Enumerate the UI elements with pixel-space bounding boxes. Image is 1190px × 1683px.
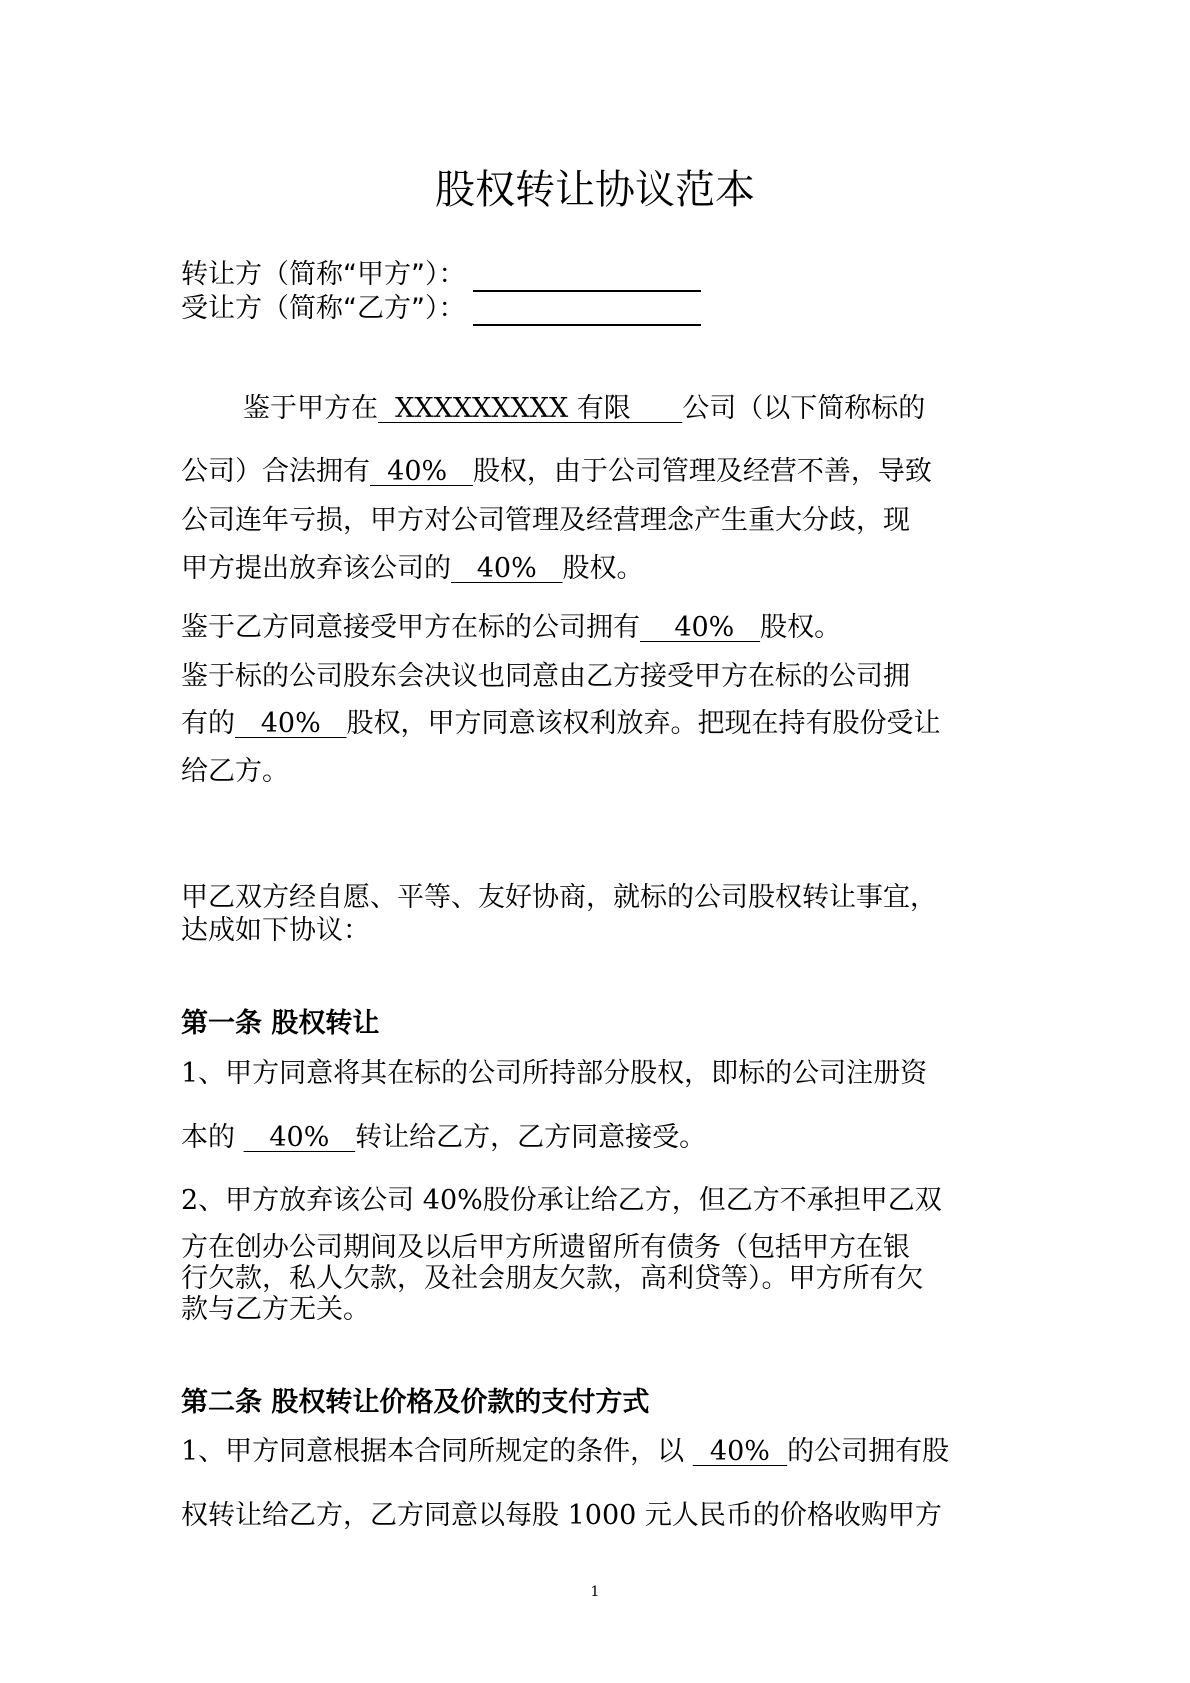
article-text: 的公司拥有股	[787, 1436, 950, 1467]
agreement-intro-line: 甲乙双方经自愿、平等、友好协商，就标的公司股权转让事宜，	[181, 882, 937, 913]
preamble-line	[181, 707, 941, 741]
transferor-label: 转让方	[181, 259, 262, 290]
agreement-intro-line: 达成如下协议：	[181, 915, 370, 946]
preamble-text: 鉴于乙方同意接受甲方在标的公司拥有	[181, 612, 640, 643]
share-percentage-field: 40%	[235, 708, 347, 739]
share-percentage-field: 40%	[692, 1436, 788, 1467]
transferee-line	[181, 292, 701, 326]
preamble-text: 股权。	[562, 553, 644, 584]
preamble-text: 公司）合法拥有	[181, 456, 370, 487]
article-text: 本的	[181, 1122, 244, 1153]
article-1-line: 1、甲方同意将其在标的公司所持部分股权，即标的公司注册资	[181, 1058, 928, 1089]
preamble-line	[181, 552, 644, 586]
document-title: 股权转让协议范本	[435, 167, 755, 213]
preamble-line	[181, 755, 289, 789]
preamble-text: 公司（以下简称标的	[682, 393, 926, 424]
preamble-text: 给乙方。	[181, 756, 289, 787]
transferor-note: （简称“甲方”）：	[262, 259, 466, 290]
share-percentage-field: 40%	[370, 456, 473, 487]
article-1-line	[181, 1121, 706, 1155]
preamble-line	[243, 392, 925, 426]
share-percentage-field: 40%	[451, 553, 563, 584]
preamble-text: 股权。	[760, 612, 842, 643]
preamble-text: 鉴于甲方在	[243, 393, 378, 424]
transferee-blank	[473, 300, 701, 326]
preamble-text: 甲方提出放弃该公司的	[181, 553, 451, 584]
preamble-text: 股权，由于公司管理及经营不善，导致	[472, 456, 932, 487]
article-text: 转让给乙方，乙方同意接受。	[355, 1122, 707, 1153]
preamble-line	[181, 504, 910, 538]
preamble-text: 公司连年亏损，甲方对公司管理及经营理念产生重大分歧，现	[181, 505, 910, 536]
share-percentage-field: 40%	[640, 612, 761, 643]
preamble-text: 鉴于标的公司股东会决议也同意由乙方接受甲方在标的公司拥	[181, 661, 910, 692]
article-2-heading: 第二条 股权转让价格及价款的支付方式	[181, 1387, 650, 1418]
transferor-line	[181, 258, 701, 292]
transferee-note: （简称“乙方”）：	[262, 293, 466, 324]
article-text: 1、甲方同意根据本合同所规定的条件，以	[181, 1436, 693, 1467]
article-2-line: 权转让给乙方，乙方同意以每股 1000 元人民币的价格收购甲方	[181, 1500, 942, 1531]
company-name-field: XXXXXXXXX 有限	[378, 393, 683, 424]
article-2-line	[181, 1435, 949, 1469]
preamble-text: 有的	[181, 708, 235, 739]
article-1-line: 2、甲方放弃该公司 40%股份承让给乙方，但乙方不承担甲乙双	[181, 1185, 942, 1216]
transferee-label: 受让方	[181, 293, 262, 324]
page-number: 1	[590, 1584, 600, 1600]
article-1-line: 行欠款，私人欠款，及社会朋友欠款，高利贷等）。甲方所有欠	[181, 1263, 924, 1294]
article-1-line: 款与乙方无关。	[181, 1294, 370, 1325]
preamble-line	[181, 660, 910, 694]
article-1-line: 方在创办公司期间及以后甲方所遗留所有债务（包括甲方在银	[181, 1232, 910, 1263]
preamble-text: 股权，甲方同意该权利放弃。把现在持有股份受让	[346, 708, 941, 739]
transferor-blank	[473, 266, 701, 292]
preamble-line	[181, 611, 841, 645]
share-percentage-field: 40%	[243, 1122, 356, 1153]
preamble-line	[181, 455, 932, 489]
article-1-heading: 第一条 股权转让	[181, 1008, 380, 1039]
